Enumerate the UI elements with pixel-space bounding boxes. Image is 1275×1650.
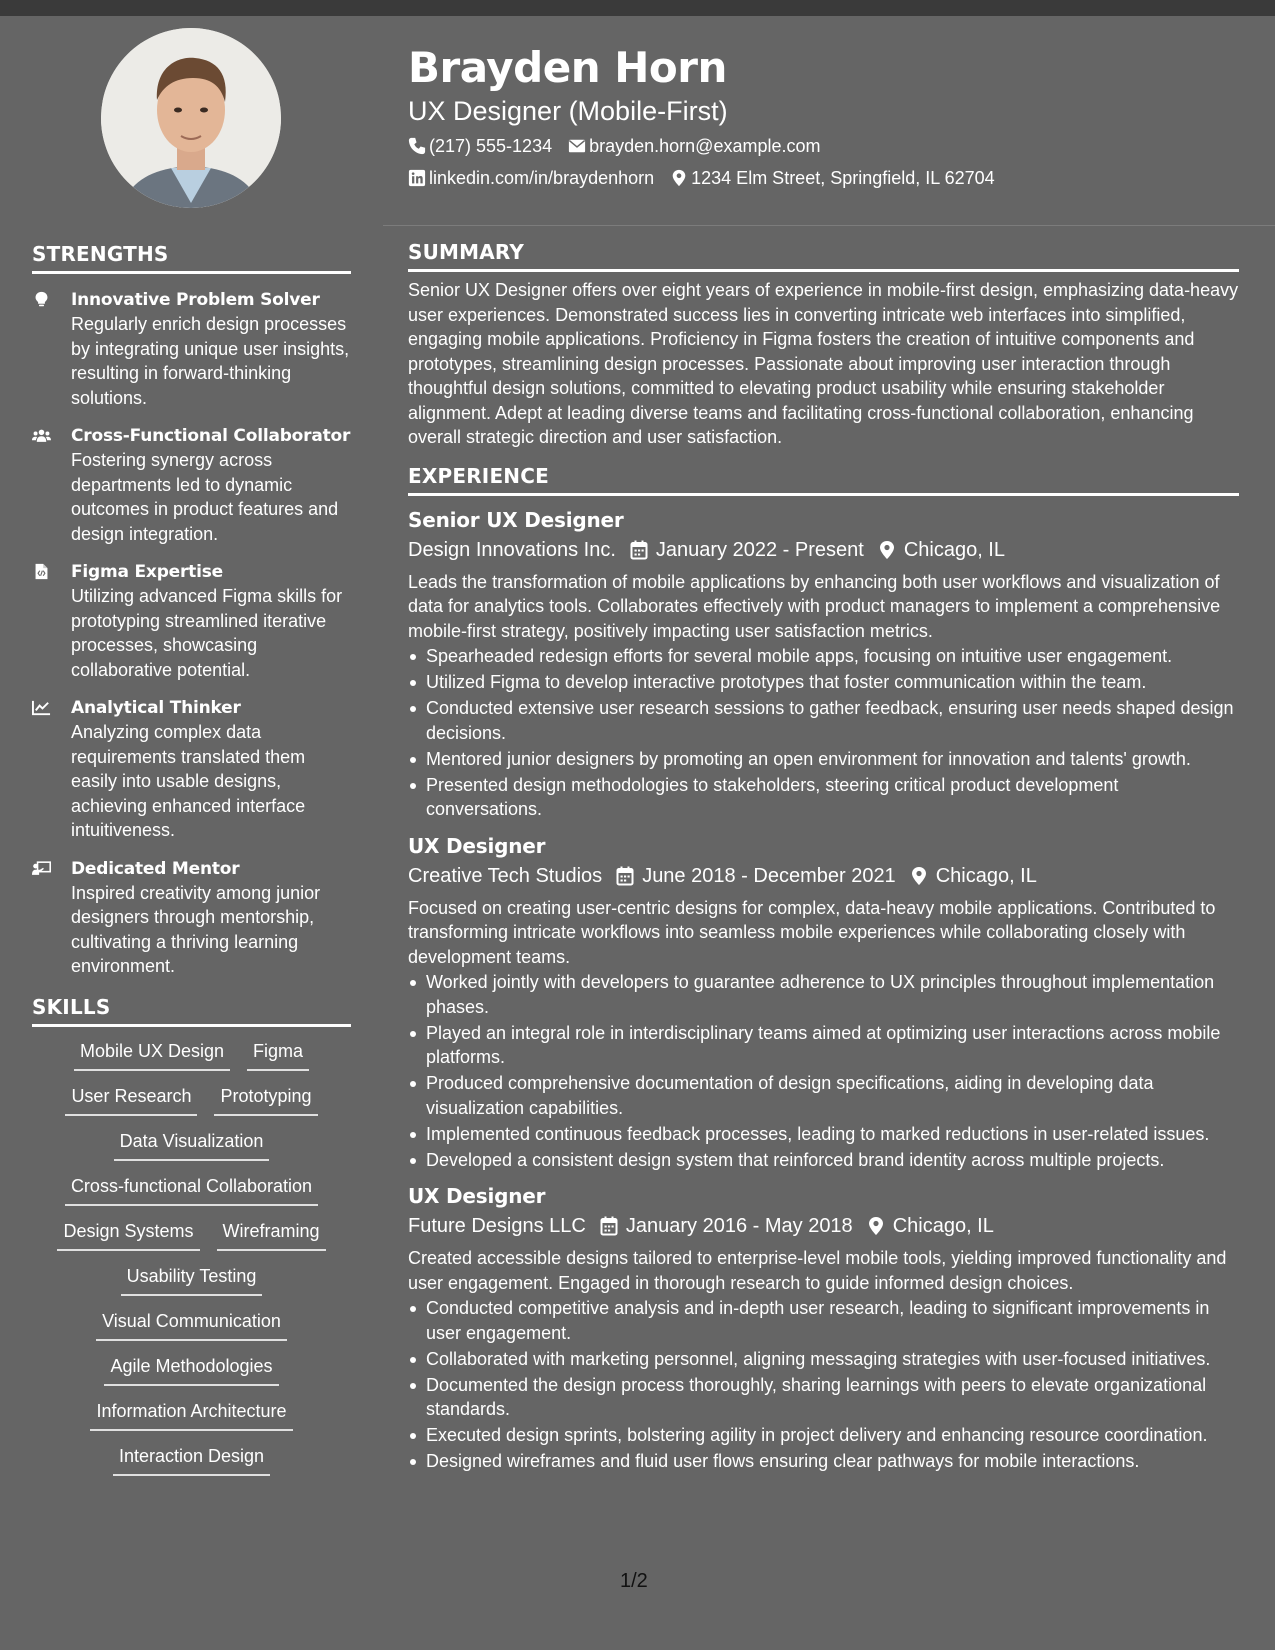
phone-contact [408, 134, 552, 158]
bullet-item: Implemented continuous feedback processes, leading to marked reductions in user-related issues. [408, 1122, 1239, 1147]
job-meta [408, 1212, 1239, 1240]
bullet-item: Conducted competitive analysis and in-depth user research, leading to significant improvements in user engagement. [408, 1296, 1239, 1345]
summary-text: Senior UX Designer offers over eight years of experience in mobile-first design, emphasizing data-heavy user experiences. Demonstrated success lies in converting intricate web interfaces into simplified, engaging mobile applications. Proficiency in Figma fosters the creation of intuitive components and prototypes, streamlining design processes. Passionate about improving user interaction through thoughtful design solutions, committed to elevating product usability while ensuring stakeholder alignment. Adept at leading diverse teams and facilitating cross-functional collaboration, enhancing overall strategic direction and user satisfaction. [408, 280, 1239, 447]
job-entry [408, 1182, 1239, 1474]
resume-header [408, 40, 1248, 190]
bullet-item: Played an integral role in interdisciplinary teams aimed at optimizing user interactions across mobile platforms. [408, 1021, 1239, 1070]
contact-row [408, 134, 1248, 158]
map-marker-icon [910, 866, 928, 886]
bullet-item: Spearheaded redesign efforts for several mobile apps, focusing on intuitive user engagement. [408, 644, 1239, 669]
phone-icon [408, 137, 426, 155]
skill-tag: Agile Methodologies [104, 1354, 278, 1386]
candidate-title: UX Designer (Mobile-First) [408, 96, 728, 126]
skill-tag: User Research [65, 1084, 197, 1116]
envelope-icon [568, 137, 586, 155]
users-icon [32, 424, 71, 546]
strength-item [32, 560, 351, 682]
job-description: Leads the transformation of mobile applications by enhancing both user workflows and visualization of data for analytics tools. Collaborates effectively with product managers to implement a comprehensive mobile-first strategy, positively impacting user satisfaction metrics. [408, 571, 1221, 641]
email-contact[interactable] [568, 134, 820, 158]
line-chart-icon [32, 696, 71, 843]
top-bar [0, 0, 1275, 16]
avatar [101, 28, 281, 208]
strength-item [32, 857, 351, 979]
map-marker-icon [878, 540, 896, 560]
bullet-item: Collaborated with marketing personnel, aligning messaging strategies with user-focused initiatives. [408, 1347, 1239, 1372]
map-marker-icon [867, 1216, 885, 1236]
strength-desc: Inspired creativity among junior designers through mentorship, cultivating a thriving learning environment. [71, 882, 321, 976]
file-code-icon [32, 560, 71, 682]
bullet-item: Mentored junior designers by promoting an open environment for innovation and talents' growth. [408, 747, 1239, 772]
contact-row [408, 166, 1248, 190]
skills-section [32, 995, 351, 1489]
strengths-section [32, 242, 351, 979]
job-title: UX Designer [408, 833, 546, 858]
address-contact [670, 166, 995, 190]
strength-desc: Fostering synergy across departments led to dynamic outcomes in product features and design integration. [71, 450, 339, 544]
job-location: Chicago, IL [935, 864, 1037, 887]
skill-tag: Wireframing [217, 1219, 326, 1251]
company-name: Future Designs LLC [408, 1215, 586, 1237]
skill-tag: Interaction Design [113, 1444, 270, 1476]
bullet-item: Presented design methodologies to stakeholders, steering critical product development conversations. [408, 773, 1239, 822]
skill-tag: Mobile UX Design [74, 1039, 230, 1071]
strength-item [32, 696, 351, 843]
linkedin-text: linkedin.com/in/braydenhorn [429, 168, 655, 188]
skill-tag: Prototyping [214, 1084, 317, 1116]
job-description: Created accessible designs tailored to enterprise-level mobile tools, yielding improved functionality and user engagement. Engaged in thorough research to guide informed design choices. [408, 1248, 1227, 1293]
header-divider [383, 225, 1275, 226]
strength-title: Cross-Functional Collaborator [71, 426, 351, 446]
bullet-item: Documented the design process thoroughly, sharing learnings with peers to elevate organizational standards. [408, 1373, 1239, 1422]
skill-tag: Data Visualization [114, 1129, 270, 1161]
job-dates: January 2022 - Present [655, 538, 864, 561]
strength-title: Innovative Problem Solver [71, 290, 320, 310]
page-number: 1/2 [620, 1570, 648, 1592]
calendar-icon [600, 1216, 618, 1236]
job-title: Senior UX Designer [408, 507, 624, 532]
strength-item [32, 288, 351, 410]
skills-list [32, 1039, 351, 1489]
job-description: Focused on creating user-centric designs for complex, data-heavy mobile applications. Contributed to transforming intricate workflows into seamless mobile experiences while collaborating closely with development teams. [408, 897, 1216, 967]
strength-title: Dedicated Mentor [71, 858, 240, 879]
strength-desc: Analyzing complex data requirements translated them easily into usable designs, achieving enhanced interface intuitiveness. [71, 722, 306, 840]
skill-tag: Figma [247, 1039, 309, 1071]
email-text: brayden.horn@example.com [589, 136, 821, 156]
job-meta [408, 862, 1239, 890]
skill-tag: Information Architecture [90, 1399, 292, 1431]
job-entry [408, 832, 1239, 1173]
strength-desc: Regularly enrich design processes by integrating unique user insights, resulting in forward-thinking solutions. [71, 314, 350, 408]
lightbulb-icon [32, 288, 71, 410]
strengths-list [32, 288, 351, 979]
strength-item [32, 424, 351, 546]
strengths-heading: STRENGTHS [32, 242, 351, 274]
experience-heading: EXPERIENCE [408, 464, 1239, 496]
job-bullets [408, 1296, 1239, 1474]
skill-tag: Design Systems [57, 1219, 199, 1251]
address-text: 1234 Elm Street, Springfield, IL 62704 [691, 168, 995, 188]
job-bullets [408, 970, 1239, 1172]
strength-title: Analytical Thinker [71, 698, 241, 718]
skills-heading: SKILLS [32, 995, 351, 1027]
company-name: Creative Tech Studios [408, 864, 603, 887]
linkedin-contact[interactable] [408, 166, 654, 190]
strength-title: Figma Expertise [71, 562, 223, 582]
linkedin-icon [408, 169, 426, 187]
job-dates: June 2018 - December 2021 [642, 864, 896, 887]
map-marker-icon [670, 169, 688, 187]
job-meta [408, 536, 1239, 564]
skill-tag: Usability Testing [121, 1264, 263, 1296]
skill-tag: Visual Communication [96, 1309, 287, 1341]
job-location: Chicago, IL [903, 538, 1005, 561]
left-column [32, 28, 351, 1489]
job-title: UX Designer [408, 1184, 546, 1208]
bullet-item: Executed design sprints, bolstering agility in project delivery and enhancing resource coordination. [408, 1423, 1239, 1448]
job-entry [408, 506, 1239, 822]
skill-tag: Cross-functional Collaboration [65, 1174, 318, 1206]
strength-desc: Utilizing advanced Figma skills for prototyping streamlined iterative processes, showcasing collaborative potential. [71, 586, 343, 680]
summary-heading: SUMMARY [408, 240, 1239, 272]
chalkboard-teacher-icon [32, 857, 71, 979]
job-bullets [408, 644, 1239, 822]
bullet-item: Designed wireframes and fluid user flows ensuring clear pathways for mobile interactions. [408, 1449, 1239, 1474]
bullet-item: Conducted extensive user research sessions to gather feedback, ensuring user needs shaped design decisions. [408, 696, 1239, 745]
bullet-item: Worked jointly with developers to guarantee adherence to UX principles throughout implementation phases. [408, 970, 1239, 1019]
phone-text: (217) 555-1234 [429, 136, 553, 156]
main-column [408, 240, 1239, 1475]
calendar-icon [630, 540, 648, 560]
job-dates: January 2016 - May 2018 [625, 1215, 853, 1237]
company-name: Design Innovations Inc. [408, 538, 616, 561]
bullet-item: Developed a consistent design system that reinforced brand identity across multiple projects. [408, 1148, 1239, 1173]
job-location: Chicago, IL [892, 1215, 994, 1237]
bullet-item: Produced comprehensive documentation of design specifications, aiding in developing data visualization capabilities. [408, 1071, 1239, 1120]
calendar-icon [616, 866, 634, 886]
bullet-item: Utilized Figma to develop interactive prototypes that foster communication within the team. [408, 670, 1239, 695]
candidate-name: Brayden Horn [408, 43, 727, 92]
